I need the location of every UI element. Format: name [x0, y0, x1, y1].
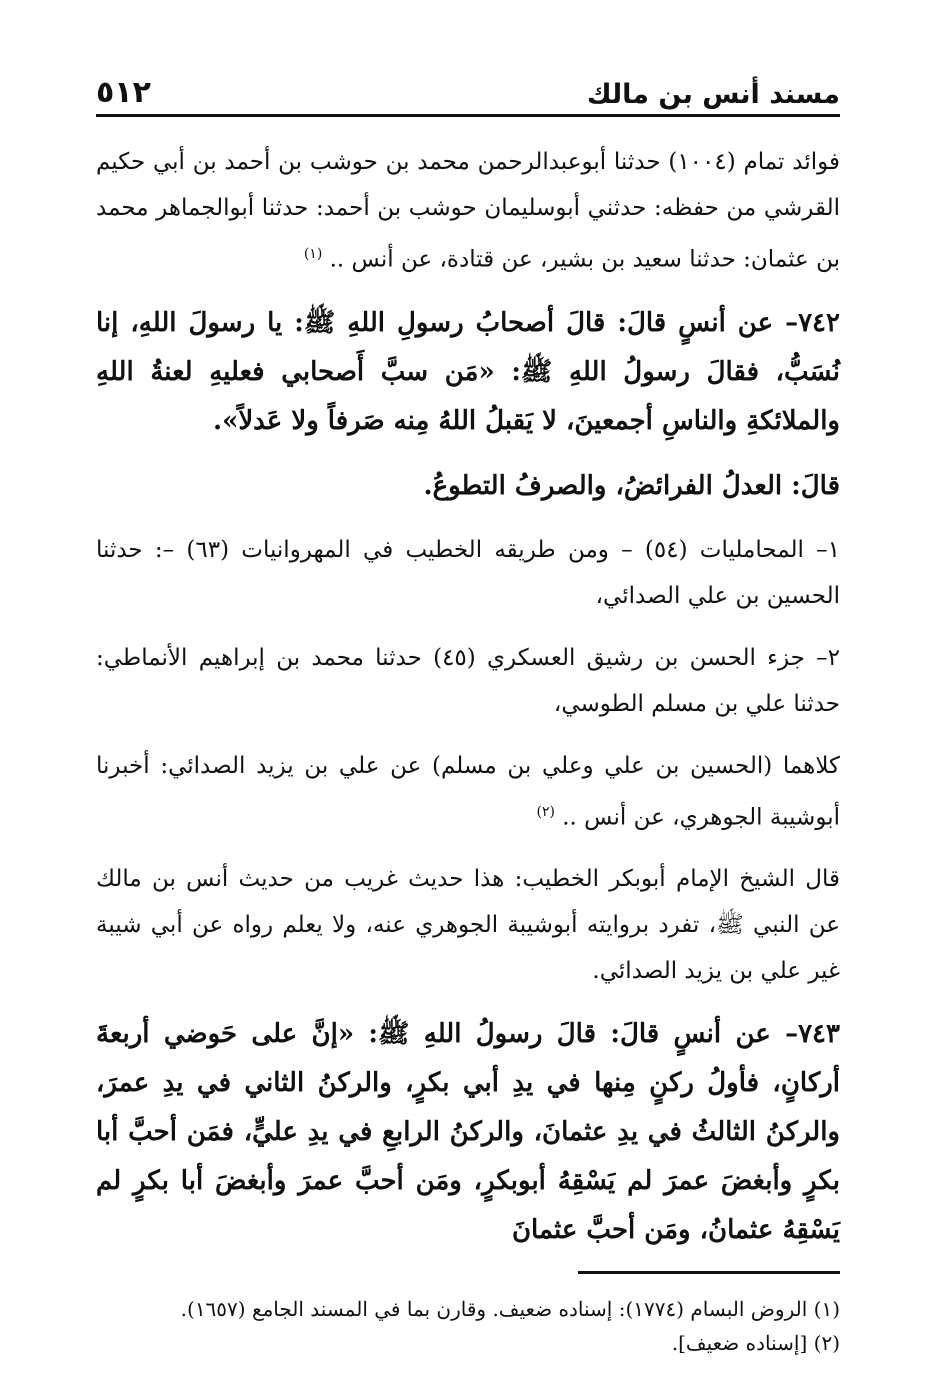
source-paragraph: ٢– جزء الحسن بن رشيق العسكري (٤٥) حدثنا محمد بن إبراهيم الأنماطي: حدثنا علي بن مسلم الطوسي،	[96, 644, 840, 717]
page-header	[96, 60, 840, 117]
source-paragraph: كلاهما (الحسين بن علي وعلي بن مسلم) عن علي بن يزيد الصدائي: أخبرنا أبوشيبة الجوهري، عن أنس .. $^{(٢)}$	[96, 752, 840, 831]
page-number: ٥١٢	[96, 75, 151, 110]
footnotes	[96, 1292, 840, 1360]
page-body	[96, 139, 840, 1255]
footnote-marker: (٢)	[536, 803, 555, 820]
footnote: (١) الروض البسام (١٧٧٤): إسناده ضعيف. وقارن بما في المسند الجامع (١٦٥٧).	[180, 1297, 840, 1322]
footnote-marker: (١)	[303, 246, 323, 262]
page	[96, 60, 840, 1360]
source-paragraph: فوائد تمام (١٠٠٤) حدثنا أبوعبدالرحمن محمد بن حوشب بن أحمد بن أبي حكيم القرشي من حفظه: حدثني أبوسليمان حوشب بن أحمد: حدثنا أبوالجماهر محمد بن عثمان: حدثنا سعيد بن بشير، عن قتادة، عن أنس .. $^{(١)}$	[96, 149, 840, 273]
footnote: (٢) [إسناده ضعيف].	[671, 1331, 840, 1356]
hadith-paragraph: ٧٤٣– عن أنسٍ قالَ: قالَ رسولُ اللهِ ﷺ: «إنَّ على حَوضي أربعةَ أركانٍ، فأولُ ركنٍ مِنها في يدِ أبي بكرٍ، والركنُ الثاني في يدِ عمرَ، والركنُ الثالثُ في يدِ عثمانَ، والركنُ الرابعِ في يدِ عليٍّ، فمَن أحبَّ أبا بكرٍ وأبغضَ عمرَ لم يَسْقِهُ أبوبكرٍ، ومَن أحبَّ عمرَ وأبغضَ أبا بكرٍ لم يَسْقِهُ عثمانُ، ومَن أحبَّ عثمانَ	[96, 1019, 840, 1246]
footnote-separator	[578, 1271, 840, 1274]
commentary-paragraph: قال الشيخ الإمام أبوبكر الخطيب: هذا حديث غريب من حديث أنس بن مالك عن النبي ﷺ، تفرد بروايته أبوشيبة الجوهري عنه، ولا يعلم رواه عن أبي شيبة غير علي بن يزيد الصدائي.	[96, 866, 840, 985]
source-paragraph: ١– المحامليات (٥٤) – ومن طريقه الخطيب في المهروانيات (٦٣) –: حدثنا الحسين بن علي الصدائي،	[96, 536, 840, 609]
hadith-explanation: قالَ: العدلُ الفرائضُ، والصرفُ التطوعُ.	[423, 470, 840, 501]
hadith-paragraph: ٧٤٢– عن أنسٍ قالَ: قالَ أصحابُ رسولِ اللهِ ﷺ: يا رسولَ اللهِ، إنا نُسَبُّ، فقالَ رسولُ اللهِ ﷺ: «مَن سبَّ أَصحابي فعليهِ لعنةُ اللهِ والملائكةِ والناسِ أجمعينَ، لا يَقبلُ اللهُ مِنه صَرفاً ولا عَدلاً».	[96, 307, 840, 436]
running-title: مسند أنس بن مالك	[586, 79, 840, 110]
